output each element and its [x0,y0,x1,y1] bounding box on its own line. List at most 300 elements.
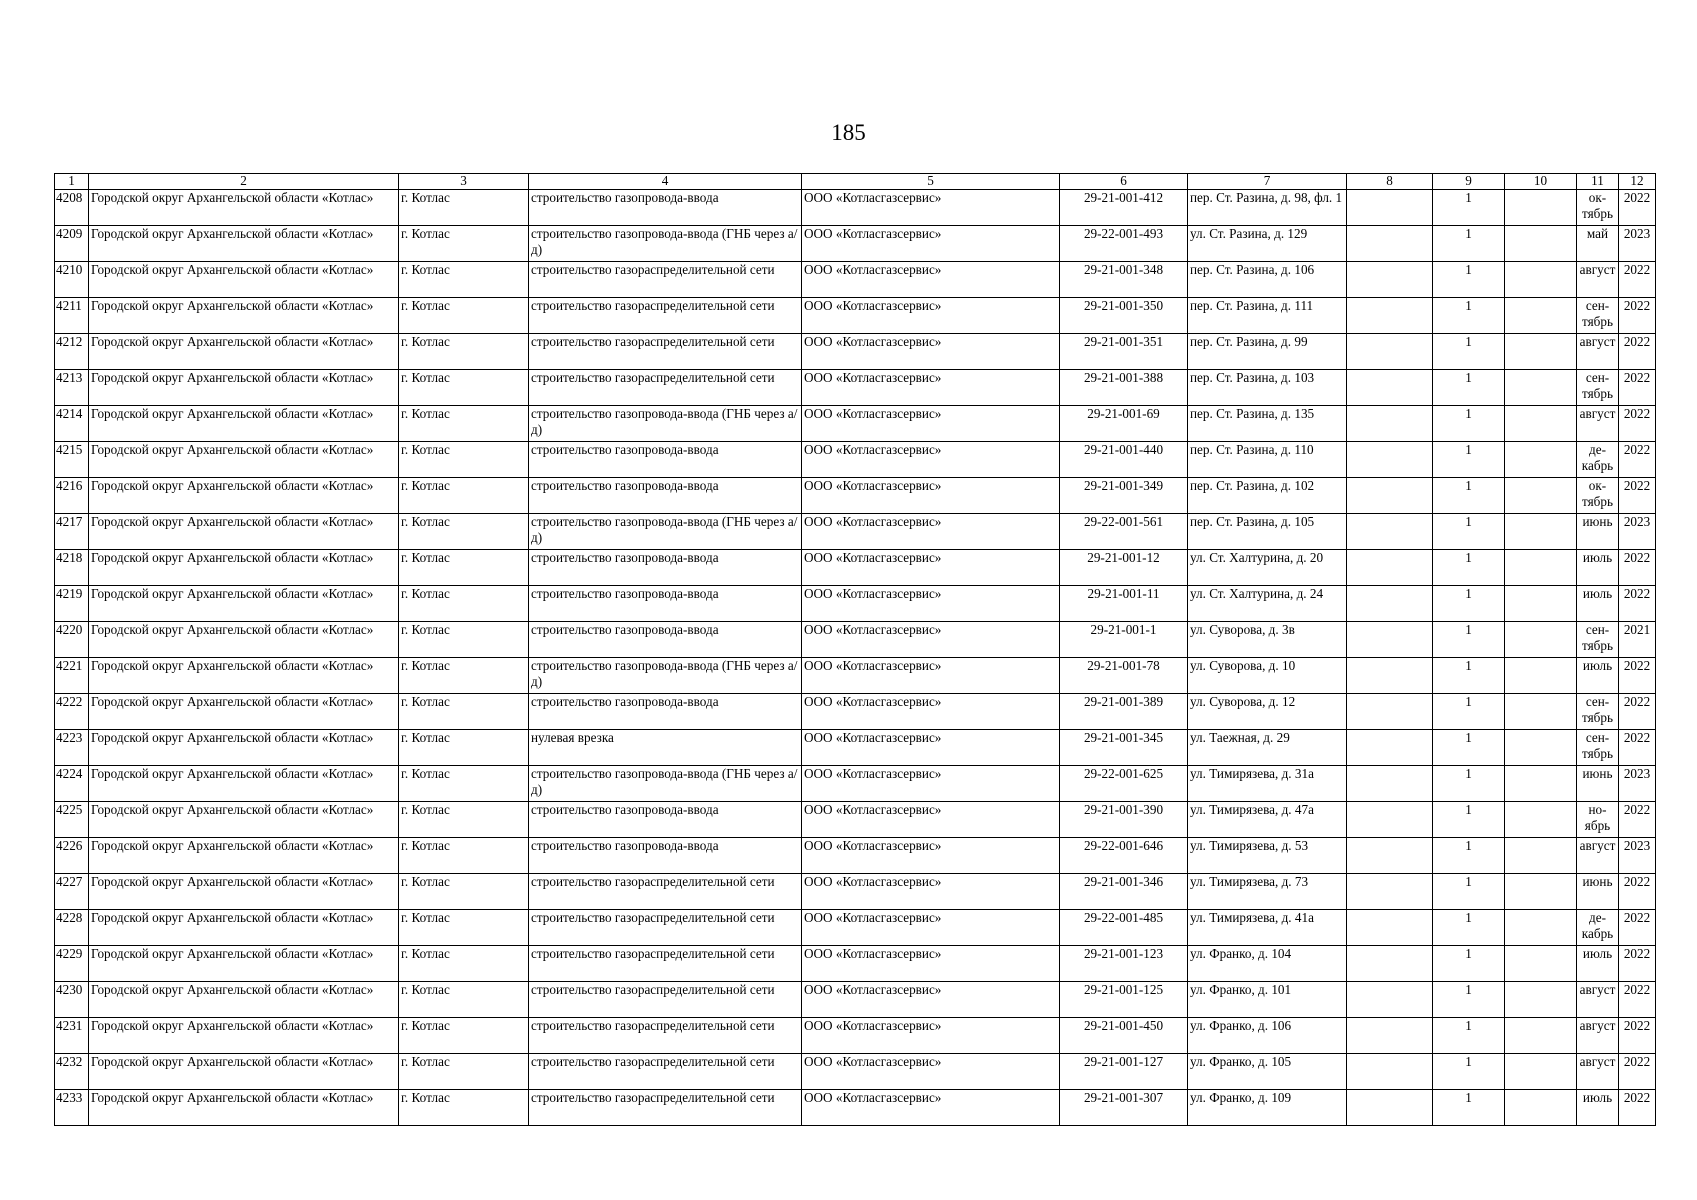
organization-cell: ООО «Котласгазсервис» [802,622,1060,658]
row-number: 4221 [55,658,89,694]
table-row [55,910,1656,946]
quantity-cell: 1 [1433,1054,1505,1090]
row-number: 4215 [55,442,89,478]
col8-cell [1347,766,1433,802]
col10-cell [1505,766,1577,802]
quantity-cell: 1 [1433,262,1505,298]
column-header: 11 [1577,174,1619,190]
col10-cell [1505,406,1577,442]
year-cell: 2022 [1619,658,1656,694]
table-row [55,982,1656,1018]
col10-cell [1505,1018,1577,1054]
city-cell: г. Котлас [399,1090,529,1126]
column-number-header-row [55,174,1656,190]
col10-cell [1505,946,1577,982]
month-cell: ок- тябрь [1577,190,1619,226]
col8-cell [1347,478,1433,514]
address-cell: ул. Тимирязева, д. 47а [1188,802,1347,838]
district-cell: Городской округ Архангельской области «Котлас» [89,766,399,802]
city-cell: г. Котлас [399,478,529,514]
quantity-cell: 1 [1433,190,1505,226]
col10-cell [1505,514,1577,550]
object-code-cell: 29-21-001-440 [1060,442,1188,478]
district-cell: Городской округ Архангельской области «Котлас» [89,514,399,550]
year-cell: 2022 [1619,190,1656,226]
table-row [55,478,1656,514]
address-cell: ул. Франко, д. 101 [1188,982,1347,1018]
quantity-cell: 1 [1433,442,1505,478]
col10-cell [1505,334,1577,370]
col8-cell [1347,802,1433,838]
work-type-cell: строительство газораспределительной сети [529,262,802,298]
district-cell: Городской округ Архангельской области «Котлас» [89,442,399,478]
col8-cell [1347,406,1433,442]
quantity-cell: 1 [1433,838,1505,874]
work-type-cell: строительство газопровода-ввода [529,802,802,838]
row-number: 4216 [55,478,89,514]
city-cell: г. Котлас [399,550,529,586]
col8-cell [1347,694,1433,730]
table-row [55,406,1656,442]
object-code-cell: 29-21-001-412 [1060,190,1188,226]
district-cell: Городской округ Архангельской области «Котлас» [89,334,399,370]
work-type-cell: строительство газопровода-ввода [529,478,802,514]
address-cell: ул. Ст. Халтурина, д. 24 [1188,586,1347,622]
row-number: 4232 [55,1054,89,1090]
table-row [55,730,1656,766]
work-type-cell: строительство газопровода-ввода [529,586,802,622]
quantity-cell: 1 [1433,982,1505,1018]
col8-cell [1347,838,1433,874]
month-cell: июль [1577,946,1619,982]
col8-cell [1347,298,1433,334]
quantity-cell: 1 [1433,514,1505,550]
year-cell: 2022 [1619,910,1656,946]
col10-cell [1505,622,1577,658]
city-cell: г. Котлас [399,298,529,334]
col10-cell [1505,802,1577,838]
work-type-cell: строительство газораспределительной сети [529,874,802,910]
organization-cell: ООО «Котласгазсервис» [802,298,1060,334]
year-cell: 2023 [1619,226,1656,262]
organization-cell: ООО «Котласгазсервис» [802,442,1060,478]
col8-cell [1347,874,1433,910]
year-cell: 2022 [1619,1090,1656,1126]
col8-cell [1347,910,1433,946]
year-cell: 2022 [1619,1018,1656,1054]
month-cell: август [1577,406,1619,442]
col10-cell [1505,658,1577,694]
district-cell: Городской округ Архангельской области «Котлас» [89,586,399,622]
organization-cell: ООО «Котласгазсервис» [802,370,1060,406]
col10-cell [1505,298,1577,334]
month-cell: июль [1577,586,1619,622]
work-type-cell: строительство газопровода-ввода [529,190,802,226]
table-row [55,874,1656,910]
address-cell: ул. Суворова, д. 10 [1188,658,1347,694]
city-cell: г. Котлас [399,622,529,658]
object-code-cell: 29-22-001-493 [1060,226,1188,262]
district-cell: Городской округ Архангельской области «Котлас» [89,190,399,226]
table-row [55,514,1656,550]
object-code-cell: 29-21-001-450 [1060,1018,1188,1054]
col10-cell [1505,190,1577,226]
address-cell: пер. Ст. Разина, д. 106 [1188,262,1347,298]
col10-cell [1505,982,1577,1018]
col8-cell [1347,550,1433,586]
col10-cell [1505,874,1577,910]
row-number: 4228 [55,910,89,946]
col10-cell [1505,694,1577,730]
table-row [55,766,1656,802]
row-number: 4231 [55,1018,89,1054]
year-cell: 2022 [1619,874,1656,910]
address-cell: ул. Тимирязева, д. 73 [1188,874,1347,910]
district-cell: Городской округ Архангельской области «Котлас» [89,982,399,1018]
quantity-cell: 1 [1433,478,1505,514]
year-cell: 2022 [1619,406,1656,442]
address-cell: пер. Ст. Разина, д. 110 [1188,442,1347,478]
district-cell: Городской округ Архангельской области «Котлас» [89,1054,399,1090]
column-header: 6 [1060,174,1188,190]
col8-cell [1347,946,1433,982]
table-row [55,946,1656,982]
row-number: 4208 [55,190,89,226]
table-row [55,1090,1656,1126]
col10-cell [1505,838,1577,874]
organization-cell: ООО «Котласгазсервис» [802,730,1060,766]
quantity-cell: 1 [1433,766,1505,802]
month-cell: июнь [1577,514,1619,550]
work-type-cell: строительство газопровода-ввода (ГНБ через а/д) [529,406,802,442]
organization-cell: ООО «Котласгазсервис» [802,478,1060,514]
quantity-cell: 1 [1433,694,1505,730]
year-cell: 2023 [1619,766,1656,802]
organization-cell: ООО «Котласгазсервис» [802,334,1060,370]
month-cell: июнь [1577,766,1619,802]
year-cell: 2022 [1619,442,1656,478]
city-cell: г. Котлас [399,1054,529,1090]
month-cell: август [1577,334,1619,370]
month-cell: май [1577,226,1619,262]
object-code-cell: 29-22-001-625 [1060,766,1188,802]
address-cell: пер. Ст. Разина, д. 102 [1188,478,1347,514]
city-cell: г. Котлас [399,766,529,802]
district-cell: Городской округ Архангельской области «Котлас» [89,838,399,874]
col8-cell [1347,334,1433,370]
object-code-cell: 29-22-001-646 [1060,838,1188,874]
table-row [55,1054,1656,1090]
table-row [55,694,1656,730]
work-type-cell: строительство газораспределительной сети [529,370,802,406]
column-header: 12 [1619,174,1656,190]
address-cell: пер. Ст. Разина, д. 111 [1188,298,1347,334]
address-cell: ул. Ст. Халтурина, д. 20 [1188,550,1347,586]
year-cell: 2022 [1619,298,1656,334]
table-row [55,262,1656,298]
object-code-cell: 29-21-001-390 [1060,802,1188,838]
organization-cell: ООО «Котласгазсервис» [802,1018,1060,1054]
month-cell: июль [1577,550,1619,586]
city-cell: г. Котлас [399,694,529,730]
district-cell: Городской округ Архангельской области «Котлас» [89,262,399,298]
object-code-cell: 29-21-001-345 [1060,730,1188,766]
city-cell: г. Котлас [399,334,529,370]
month-cell: август [1577,1018,1619,1054]
organization-cell: ООО «Котласгазсервис» [802,406,1060,442]
organization-cell: ООО «Котласгазсервис» [802,226,1060,262]
work-type-cell: строительство газопровода-ввода [529,838,802,874]
month-cell: сен- тябрь [1577,730,1619,766]
address-cell: ул. Суворова, д. 12 [1188,694,1347,730]
month-cell: июль [1577,1090,1619,1126]
col8-cell [1347,1054,1433,1090]
object-code-cell: 29-21-001-388 [1060,370,1188,406]
district-cell: Городской округ Архангельской области «Котлас» [89,550,399,586]
district-cell: Городской округ Архангельской области «Котлас» [89,622,399,658]
organization-cell: ООО «Котласгазсервис» [802,1054,1060,1090]
table-row [55,586,1656,622]
quantity-cell: 1 [1433,622,1505,658]
table-row [55,1018,1656,1054]
table-row [55,190,1656,226]
organization-cell: ООО «Котласгазсервис» [802,694,1060,730]
city-cell: г. Котлас [399,262,529,298]
organization-cell: ООО «Котласгазсервис» [802,766,1060,802]
city-cell: г. Котлас [399,586,529,622]
col8-cell [1347,442,1433,478]
year-cell: 2022 [1619,370,1656,406]
table-row [55,226,1656,262]
work-type-cell: строительство газораспределительной сети [529,910,802,946]
city-cell: г. Котлас [399,190,529,226]
work-type-cell: строительство газораспределительной сети [529,1018,802,1054]
row-number: 4230 [55,982,89,1018]
column-header: 2 [89,174,399,190]
district-cell: Городской округ Архангельской области «Котлас» [89,370,399,406]
row-number: 4222 [55,694,89,730]
col8-cell [1347,226,1433,262]
district-cell: Городской округ Архангельской области «Котлас» [89,946,399,982]
row-number: 4227 [55,874,89,910]
quantity-cell: 1 [1433,1018,1505,1054]
col10-cell [1505,730,1577,766]
table-row [55,298,1656,334]
object-code-cell: 29-22-001-561 [1060,514,1188,550]
col10-cell [1505,370,1577,406]
row-number: 4225 [55,802,89,838]
year-cell: 2022 [1619,946,1656,982]
district-cell: Городской округ Архангельской области «Котлас» [89,478,399,514]
year-cell: 2022 [1619,694,1656,730]
district-cell: Городской округ Архангельской области «Котлас» [89,802,399,838]
row-number: 4220 [55,622,89,658]
city-cell: г. Котлас [399,514,529,550]
work-type-cell: строительство газопровода-ввода (ГНБ через а/д) [529,226,802,262]
row-number: 4211 [55,298,89,334]
district-cell: Городской округ Архангельской области «Котлас» [89,730,399,766]
col8-cell [1347,1018,1433,1054]
object-code-cell: 29-21-001-11 [1060,586,1188,622]
object-code-cell: 29-21-001-351 [1060,334,1188,370]
city-cell: г. Котлас [399,838,529,874]
district-cell: Городской округ Архангельской области «Котлас» [89,406,399,442]
city-cell: г. Котлас [399,910,529,946]
city-cell: г. Котлас [399,1018,529,1054]
month-cell: август [1577,262,1619,298]
gasification-register-table [54,173,1656,1126]
organization-cell: ООО «Котласгазсервис» [802,982,1060,1018]
month-cell: сен- тябрь [1577,298,1619,334]
table-row [55,622,1656,658]
year-cell: 2022 [1619,262,1656,298]
object-code-cell: 29-21-001-349 [1060,478,1188,514]
city-cell: г. Котлас [399,442,529,478]
organization-cell: ООО «Котласгазсервис» [802,874,1060,910]
col10-cell [1505,442,1577,478]
organization-cell: ООО «Котласгазсервис» [802,586,1060,622]
row-number: 4209 [55,226,89,262]
col8-cell [1347,658,1433,694]
address-cell: ул. Франко, д. 104 [1188,946,1347,982]
month-cell: сен- тябрь [1577,694,1619,730]
col8-cell [1347,190,1433,226]
object-code-cell: 29-21-001-348 [1060,262,1188,298]
organization-cell: ООО «Котласгазсервис» [802,514,1060,550]
object-code-cell: 29-21-001-78 [1060,658,1188,694]
address-cell: ул. Ст. Разина, д. 129 [1188,226,1347,262]
year-cell: 2022 [1619,982,1656,1018]
object-code-cell: 29-21-001-12 [1060,550,1188,586]
row-number: 4224 [55,766,89,802]
address-cell: пер. Ст. Разина, д. 135 [1188,406,1347,442]
object-code-cell: 29-21-001-389 [1060,694,1188,730]
quantity-cell: 1 [1433,1090,1505,1126]
address-cell: пер. Ст. Разина, д. 99 [1188,334,1347,370]
organization-cell: ООО «Котласгазсервис» [802,802,1060,838]
column-header: 1 [55,174,89,190]
quantity-cell: 1 [1433,946,1505,982]
work-type-cell: строительство газопровода-ввода (ГНБ через а/д) [529,766,802,802]
col8-cell [1347,730,1433,766]
page-number: 185 [831,120,866,145]
col10-cell [1505,910,1577,946]
quantity-cell: 1 [1433,370,1505,406]
table-body [55,174,1656,1126]
object-code-cell: 29-21-001-127 [1060,1054,1188,1090]
city-cell: г. Котлас [399,946,529,982]
district-cell: Городской округ Архангельской области «Котлас» [89,1018,399,1054]
organization-cell: ООО «Котласгазсервис» [802,658,1060,694]
year-cell: 2022 [1619,802,1656,838]
month-cell: де- кабрь [1577,442,1619,478]
row-number: 4229 [55,946,89,982]
month-cell: август [1577,1054,1619,1090]
work-type-cell: строительство газораспределительной сети [529,1054,802,1090]
district-cell: Городской округ Архангельской области «Котлас» [89,298,399,334]
table-row [55,370,1656,406]
work-type-cell: строительство газопровода-ввода [529,442,802,478]
quantity-cell: 1 [1433,658,1505,694]
organization-cell: ООО «Котласгазсервис» [802,190,1060,226]
organization-cell: ООО «Котласгазсервис» [802,946,1060,982]
col10-cell [1505,586,1577,622]
col8-cell [1347,370,1433,406]
table-row [55,442,1656,478]
address-cell: ул. Тимирязева, д. 41а [1188,910,1347,946]
work-type-cell: строительство газопровода-ввода [529,550,802,586]
city-cell: г. Котлас [399,982,529,1018]
col8-cell [1347,262,1433,298]
month-cell: август [1577,838,1619,874]
month-cell: ок- тябрь [1577,478,1619,514]
row-number: 4219 [55,586,89,622]
column-header: 8 [1347,174,1433,190]
work-type-cell: нулевая врезка [529,730,802,766]
column-header: 5 [802,174,1060,190]
quantity-cell: 1 [1433,730,1505,766]
table-row [55,838,1656,874]
column-header: 7 [1188,174,1347,190]
year-cell: 2022 [1619,334,1656,370]
district-cell: Городской округ Архангельской области «Котлас» [89,694,399,730]
month-cell: июнь [1577,874,1619,910]
col10-cell [1505,226,1577,262]
object-code-cell: 29-21-001-1 [1060,622,1188,658]
work-type-cell: строительство газопровода-ввода [529,694,802,730]
quantity-cell: 1 [1433,910,1505,946]
col10-cell [1505,1090,1577,1126]
year-cell: 2022 [1619,1054,1656,1090]
district-cell: Городской округ Архангельской области «Котлас» [89,1090,399,1126]
month-cell: июль [1577,658,1619,694]
address-cell: ул. Таежная, д. 29 [1188,730,1347,766]
quantity-cell: 1 [1433,226,1505,262]
work-type-cell: строительство газораспределительной сети [529,982,802,1018]
organization-cell: ООО «Котласгазсервис» [802,1090,1060,1126]
quantity-cell: 1 [1433,298,1505,334]
row-number: 4233 [55,1090,89,1126]
address-cell: ул. Франко, д. 105 [1188,1054,1347,1090]
column-header: 10 [1505,174,1577,190]
city-cell: г. Котлас [399,658,529,694]
district-cell: Городской округ Архангельской области «Котлас» [89,658,399,694]
year-cell: 2022 [1619,478,1656,514]
col10-cell [1505,550,1577,586]
organization-cell: ООО «Котласгазсервис» [802,910,1060,946]
address-cell: ул. Тимирязева, д. 53 [1188,838,1347,874]
quantity-cell: 1 [1433,586,1505,622]
year-cell: 2022 [1619,550,1656,586]
year-cell: 2023 [1619,514,1656,550]
work-type-cell: строительство газораспределительной сети [529,1090,802,1126]
object-code-cell: 29-21-001-123 [1060,946,1188,982]
month-cell: сен- тябрь [1577,622,1619,658]
row-number: 4210 [55,262,89,298]
city-cell: г. Котлас [399,802,529,838]
col10-cell [1505,262,1577,298]
col8-cell [1347,586,1433,622]
work-type-cell: строительство газопровода-ввода [529,622,802,658]
table-row [55,658,1656,694]
row-number: 4214 [55,406,89,442]
city-cell: г. Котлас [399,874,529,910]
table-row [55,334,1656,370]
table-row [55,550,1656,586]
district-cell: Городской округ Архангельской области «Котлас» [89,910,399,946]
table-row [55,802,1656,838]
city-cell: г. Котлас [399,370,529,406]
